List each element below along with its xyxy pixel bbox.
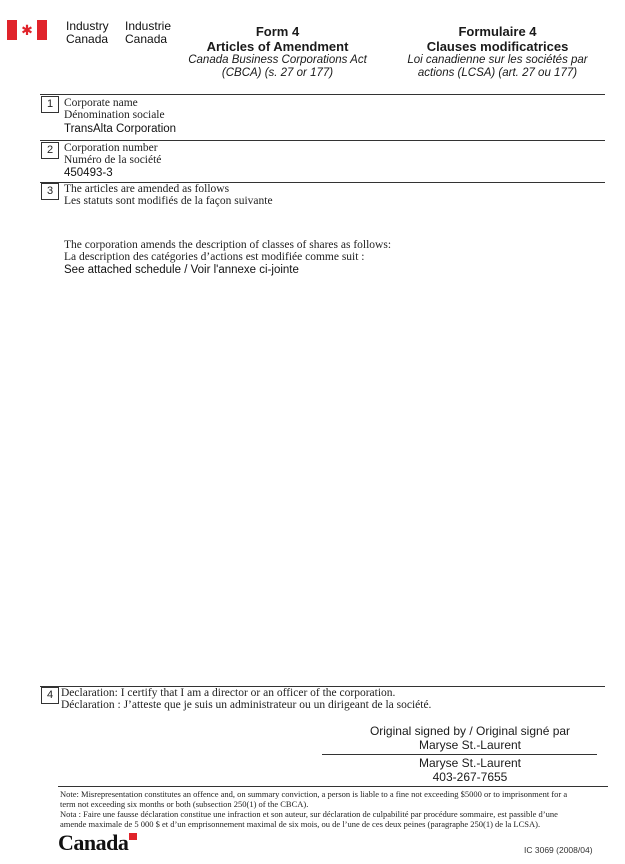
- form-title-fr: Formulaire 4 Clauses modificatrices Loi canadienne sur les sociétés par actions (LCSA) (art. 27 ou 177): [407, 24, 588, 79]
- corporation-number-value: 450493-3: [64, 167, 113, 179]
- dept-name-fr: Industrie Canada: [125, 19, 172, 46]
- dept-name-en: Industry Canada: [66, 19, 109, 46]
- signature-rule: [322, 754, 597, 755]
- wordmark-flag-icon: [129, 833, 137, 840]
- canada-flag-icon: [7, 20, 47, 40]
- signature-block: [340, 724, 600, 752]
- canada-wordmark: Canada: [58, 830, 137, 856]
- section-divider: [40, 140, 605, 141]
- form-title-en: Form 4 Articles of Amendment Canada Business Corporations Act (CBCA) (s. 27 or 177): [188, 24, 367, 79]
- signature-line-1: Original signed by / Original signé par: [369, 724, 571, 738]
- corporate-name-value: TransAlta Corporation: [64, 123, 177, 135]
- maple-leaf-icon: ✱: [17, 20, 37, 40]
- amendment-text: The corporation amends the description of classes of shares as follows: La description des catégories d’actions est modifiée comme suit :: [64, 239, 392, 263]
- signer-name: Maryse St.-Laurent: [418, 756, 522, 770]
- declaration-text: Declaration: I certify that I am a director or an officer of the corporation. Déclaration : J’atteste que je suis un administrateur ou un dirigeant de la société.: [61, 687, 432, 711]
- section-number-1: 1: [41, 96, 59, 113]
- amendments-label: The articles are amended as follows Les statuts sont modifiés de la façon suivante: [64, 183, 273, 207]
- section-divider: [40, 94, 605, 95]
- corporate-name-label: Corporate name Dénomination sociale: [64, 97, 165, 121]
- section-number-3: 3: [41, 183, 59, 200]
- form-code: IC 3069 (2008/04): [524, 845, 593, 855]
- notes-divider: [58, 786, 608, 787]
- legal-note: Note: Misrepresentation constitutes an offence and, on summary conviction, a person is liable to a fine not exceeding $5000 or to imprisonment for a term not exceeding six months or both (subsection 250(1) of the CBCA). Nota : Faire une fausse déclaration constitue une infraction et son auteur, sur déclaration de culpabilité par procédure sommaire, est passible d’une amende maximale de 5 000 $ et d’un emprisonnement maximal de six mois, ou de l’une de ces deux peines (paragraphe 250(1) de la LCSA).: [60, 789, 568, 829]
- signature-line-2: Maryse St.-Laurent: [418, 738, 522, 752]
- amendment-value: See attached schedule / Voir l'annexe ci-jointe: [64, 264, 299, 276]
- corporation-number-label: Corporation number Numéro de la société: [64, 142, 162, 166]
- signer-info: [340, 756, 600, 784]
- signer-phone: 403-267-7655: [432, 770, 508, 784]
- section-number-4: 4: [41, 687, 59, 704]
- section-number-2: 2: [41, 142, 59, 159]
